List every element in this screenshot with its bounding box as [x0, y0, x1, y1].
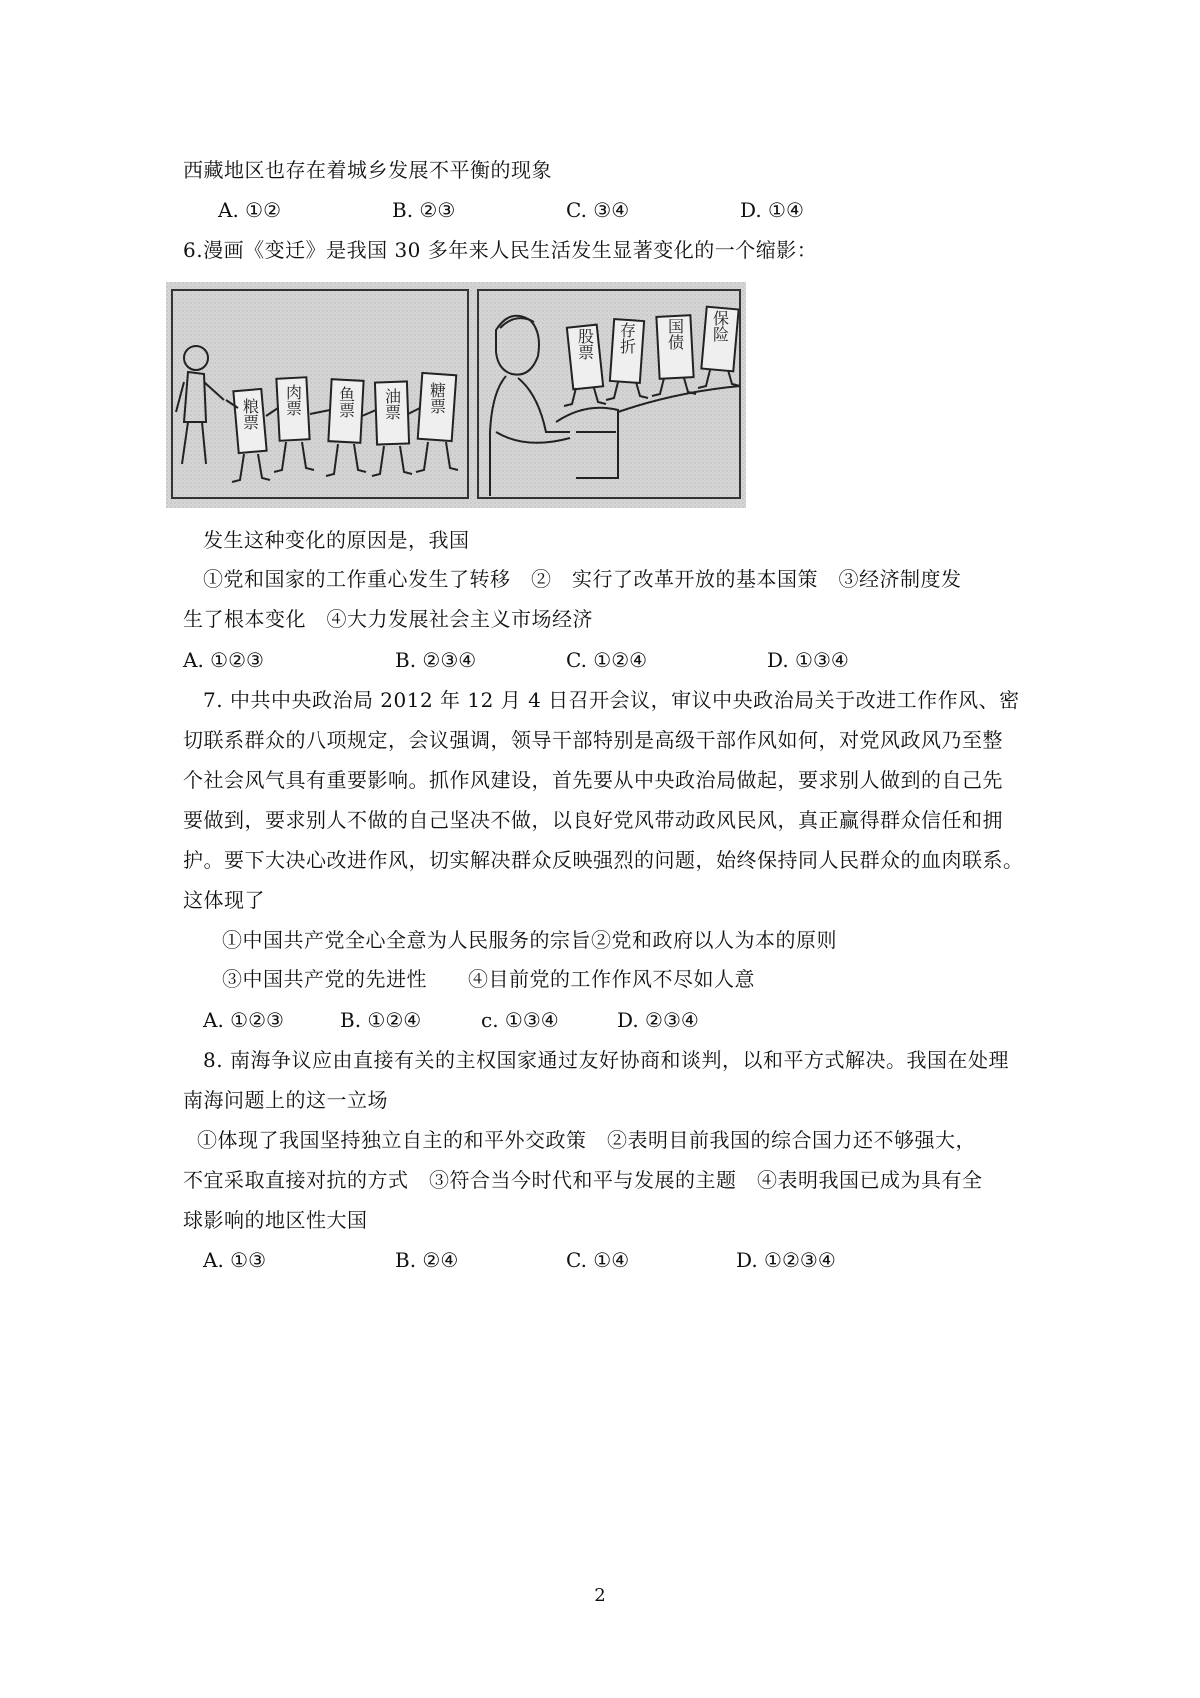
- q7-stem-line-3: 个社会风气具有重要影响。抓作风建设，首先要从中央政治局做起，要求别人做到的自己先: [183, 768, 1003, 792]
- q6-option-d: D. ①③④: [767, 648, 849, 672]
- q6-option-a: A. ①②③: [183, 648, 264, 672]
- q7-option-d: D. ②③④: [617, 1008, 699, 1032]
- q8-option-c: C. ①④: [566, 1248, 630, 1272]
- coupon-label-grain: 粮票: [240, 398, 260, 430]
- q5-option-c: C. ③④: [566, 198, 630, 222]
- q8-statements-line-2: 不宜采取直接对抗的方式 ③符合当今时代和平与发展的主题 ④表明我国已成为具有全: [183, 1168, 983, 1192]
- finance-label-deposit: 存折: [617, 322, 637, 354]
- q7-stem-line-6: 这体现了: [183, 888, 265, 912]
- q7-stem-line-1: 7. 中共中央政治局 2012 年 12 月 4 日召开会议，审议中央政治局关于改进工作作风、密: [203, 688, 1020, 712]
- coupon-label-oil: 油票: [382, 388, 402, 420]
- q6-option-c: C. ①②④: [566, 648, 648, 672]
- q6-statements-line-1: ①党和国家的工作重心发生了转移 ② 实行了改革开放的基本国策 ③经济制度发: [203, 567, 962, 591]
- q6-statements-line-2: 生了根本变化 ④大力发展社会主义市场经济: [183, 607, 593, 631]
- q5-option-b: B. ②③: [392, 198, 456, 222]
- finance-label-stock: 股票: [575, 328, 595, 360]
- q6-stem: 6.漫画《变迁》是我国 30 多年来人民生活发生显著变化的一个缩影：: [183, 238, 818, 262]
- finance-label-insurance: 保险: [710, 310, 730, 342]
- coupon-label-fish: 鱼票: [336, 386, 356, 418]
- coupon-label-sugar: 糖票: [427, 382, 447, 414]
- coupon-label-meat: 肉票: [283, 384, 303, 416]
- q5-option-a: A. ①②: [218, 198, 282, 222]
- q7-option-c: c. ①③④: [481, 1008, 559, 1032]
- q7-stem-line-4: 要做到，要求别人不做的自己坚决不做，以良好党风带动政风民风，真正赢得群众信任和拥: [183, 808, 1003, 832]
- q6-option-b: B. ②③④: [395, 648, 477, 672]
- q5-option-d: D. ①④: [740, 198, 804, 222]
- q7-statements-line-2: ③中国共产党的先进性 ④目前党的工作作风不尽如人意: [222, 967, 755, 991]
- q8-option-a: A. ①③: [203, 1248, 267, 1272]
- q7-option-b: B. ①②④: [340, 1008, 422, 1032]
- q7-option-a: A. ①②③: [203, 1008, 284, 1032]
- q7-statements-line-1: ①中国共产党全心全意为人民服务的宗旨②党和政府以人为本的原则: [222, 928, 837, 952]
- q8-option-d: D. ①②③④: [736, 1248, 836, 1272]
- q8-option-b: B. ②④: [395, 1248, 459, 1272]
- q7-stem-line-5: 护。要下大决心改进作风，切实解决群众反映强烈的问题，始终保持同人民群众的血肉联系。: [183, 848, 1024, 872]
- q7-stem-line-2: 切联系群众的八项规定，会议强调，领导干部特别是高级干部作风如何，对党风政风乃至整: [183, 728, 1003, 752]
- finance-label-bond: 国债: [665, 318, 685, 350]
- q6-prompt: 发生这种变化的原因是，我国: [203, 528, 470, 552]
- cartoon-image-changes: [166, 282, 746, 508]
- q8-statements-line-1: ①体现了我国坚持独立自主的和平外交政策 ②表明目前我国的综合国力还不够强大，: [197, 1128, 976, 1152]
- page-number: 2: [594, 1585, 606, 1606]
- q5-continuation-text: 西藏地区也存在着城乡发展不平衡的现象: [183, 158, 552, 182]
- q8-stem-line-1: 8. 南海争议应由直接有关的主权国家通过友好协商和谈判，以和平方式解决。我国在处理: [203, 1048, 1009, 1072]
- q8-statements-line-3: 球影响的地区性大国: [183, 1208, 368, 1232]
- q8-stem-line-2: 南海问题上的这一立场: [183, 1088, 388, 1112]
